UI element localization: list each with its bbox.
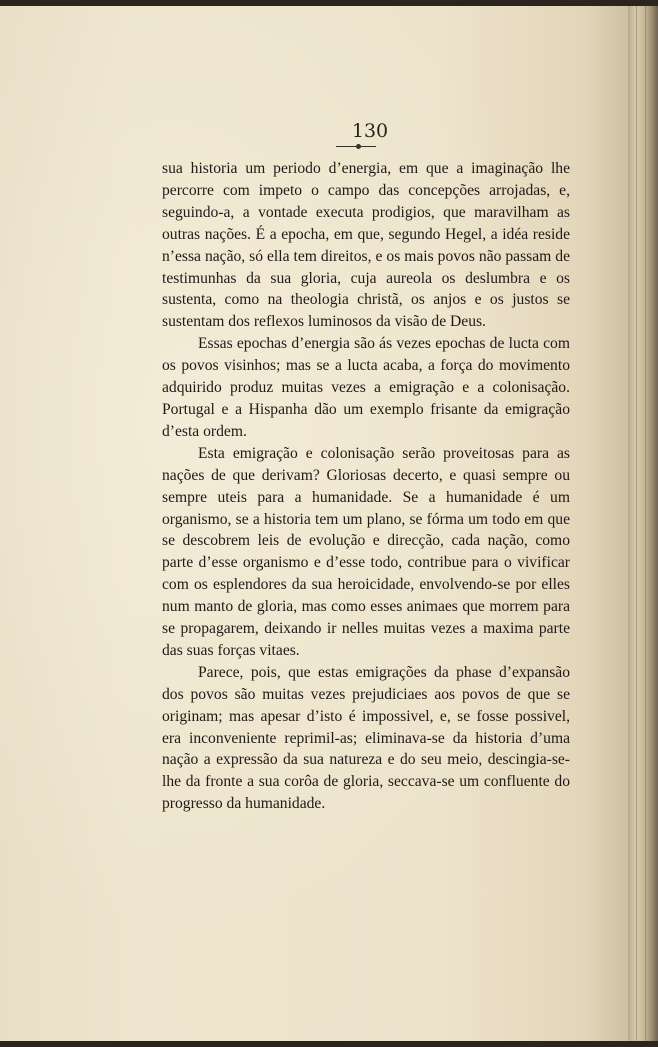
page-edge: [628, 6, 658, 1041]
paragraph: Parece, pois, que estas emigrações da phase d’expansão dos povos são muitas vezes prejudiciaes aos povos de que se originam; mas apesar d’isto é impossivel, e, se fosse possivel, era inconveniente reprimil-as; eliminava-se da historia d’uma nação a expressão da sua natureza e do seu meio, descingia-se-lhe da fronte a sua corôa de gloria, seccava-se um confluente do progresso da humanidade.: [162, 663, 570, 813]
body-text: [162, 158, 570, 815]
page-number: 130: [351, 120, 389, 142]
paragraph: sua historia um periodo d’energia, em que a imaginação lhe percorre com impeto o campo das concepções arrojadas, e, seguindo-a, a vontade executa prodigios, que maravilham as outras nações. É a epocha, em que, segundo Hegel, a idéa reside n’essa nação, só ella tem direitos, e os mais povos não passam de testimunhas da sua gloria, cuja aureola os deslumbra e os sustenta, como na theologia christã, os anjos e os justos se sustentam dos reflexos luminosos da visão de Deus.: [162, 160, 570, 331]
page-edge-line: [636, 6, 637, 1041]
page-edge-line: [645, 6, 646, 1041]
paragraph: Esta emigração e colonisação serão proveitosas para as nações de que derivam? Gloriosas decerto, e quasi sempre ou sempre uteis para a humanidade. Se a humanidade é um organismo, se a historia tem um plano, se fórma um todo em que se descobrem leis de evolução e direcção, cada nação, como parte d’esse organismo e d’esse todo, contribue para o vivificar com os esplendores da sua heroicidade, envolvendo-se por elles num manto de gloria, mas como esses animaes que morrem para se propagarem, deixando ir nelles muitas vezes a maxima parte das suas forças vitaes.: [162, 444, 570, 659]
paragraph: Essas epochas d’energia são ás vezes epochas de lucta com os povos visinhos; mas se a lucta acaba, a força do movimento adquirido produz muitas vezes a emigração e a colonisação. Portugal e a Hispanha dão um exemplo frisante da emigração d’esta ordem.: [162, 335, 570, 440]
page-number-ornament: [356, 144, 361, 149]
